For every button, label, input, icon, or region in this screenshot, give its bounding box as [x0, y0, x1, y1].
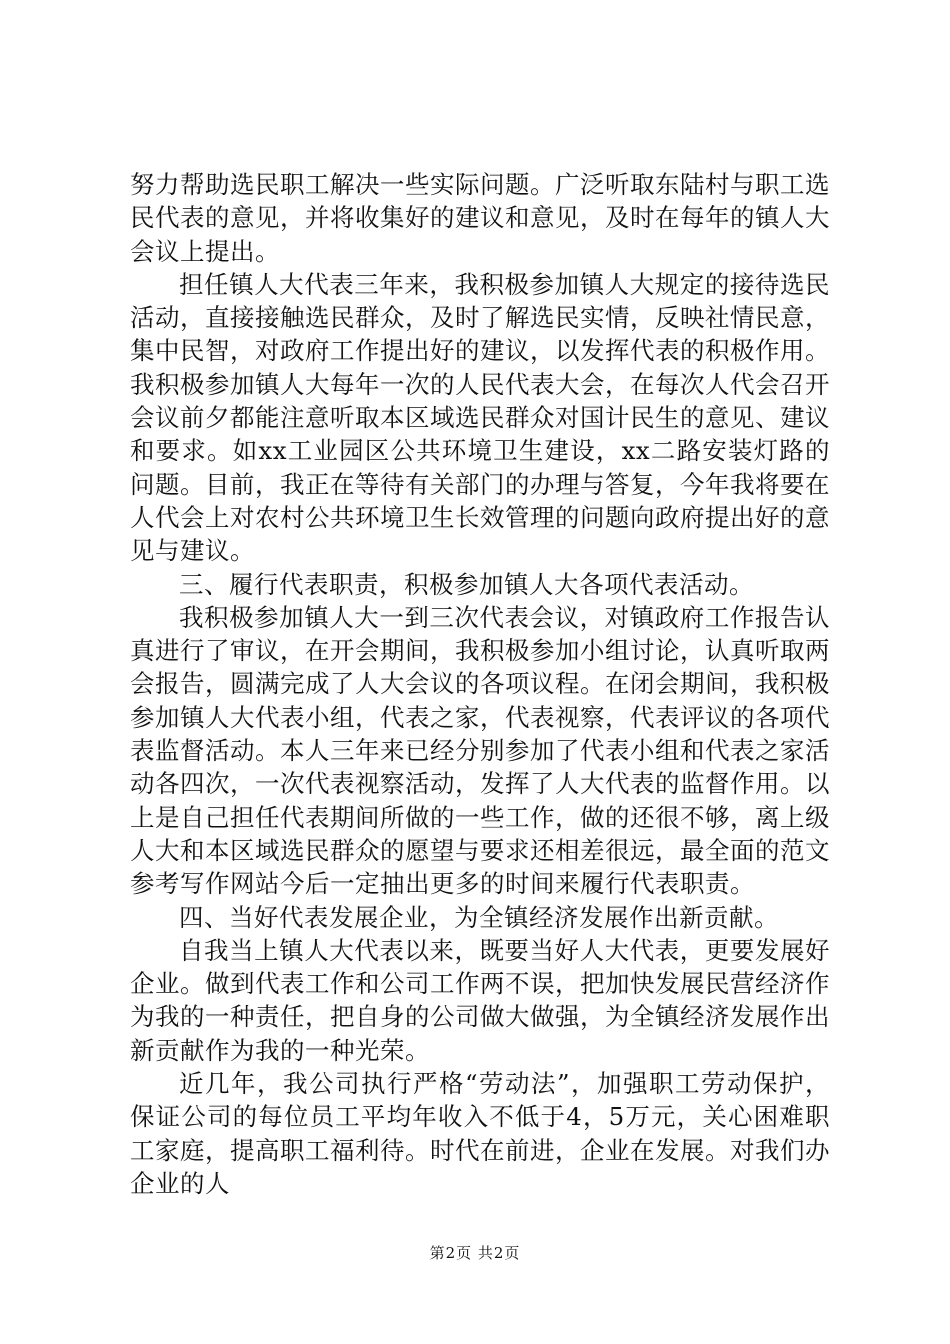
document-body	[130, 168, 830, 1200]
page-footer: 第2页 共2页	[429, 1244, 521, 1262]
paragraph-labor-law: 近几年，我公司执行严格“劳动法”，加强职工劳动保护，保证公司的每位员工平均年收入不低于4，5万元，关心困难职工家庭，提高职工福利待。时代在前进，企业在发展。对我们办企业的人	[130, 1069, 830, 1198]
paragraph-meetings: 我积极参加镇人大一到三次代表会议，对镇政府工作报告认真进行了审议，在开会期间，我积极参加小组讨论，认真听取两会报告，圆满完成了人大会议的各项议程。在闭会期间，我积极参加镇人大代表小组，代表之家，代表视察，代表评议的各项代表监督活动。本人三年来已经分别参加了代表小组和代表之家活动各四次，一次代表视察活动，发挥了人大代表的监督作用。以上是自己担任代表期间所做的一些工作，做的还很不够，离上级人大和本区域选民群众的愿望与要求还相差很远，最全面的范文参考写作网站今后一定抽出更多的时间来履行代表职责。	[130, 602, 830, 899]
paragraph-reception-activities: 担任镇人大代表三年来，我积极参加镇人大规定的接待选民活动，直接接触选民群众，及时了解选民实情，反映社情民意，集中民智，对政府工作提出好的建议，以发挥代表的积极作用。我积极参加镇人大每年一次的人民代表大会，在每次人代会召开会议前夕都能注意听取本区域选民群众对国计民生的意见、建议和要求。如xx工业园区公共环境卫生建设，xx二路安装灯路的问题。目前，我正在等待有关部门的办理与答复，今年我将要在人代会上对农村公共环境卫生长效管理的问题向政府提出好的意见与建议。	[130, 269, 830, 566]
paragraph-enterprise: 自我当上镇人大代表以来，既要当好人大代表，更要发展好企业。做到代表工作和公司工作两不误，把加快发展民营经济作为我的一种责任，把自身的公司做大做强，为全镇经济发展作出新贡献作为我的一种光荣。	[130, 935, 830, 1065]
section-heading-four: 四、当好代表发展企业，为全镇经济发展作出新贡献。	[179, 902, 779, 932]
section-heading-three: 三、履行代表职责，积极参加镇人大各项代表活动。	[179, 569, 754, 599]
paragraph-continuation: 努力帮助选民职工解决一些实际问题。广泛听取东陆村与职工选民代表的意见，并将收集好的建议和意见，及时在每年的镇人大会议上提出。	[130, 170, 830, 266]
